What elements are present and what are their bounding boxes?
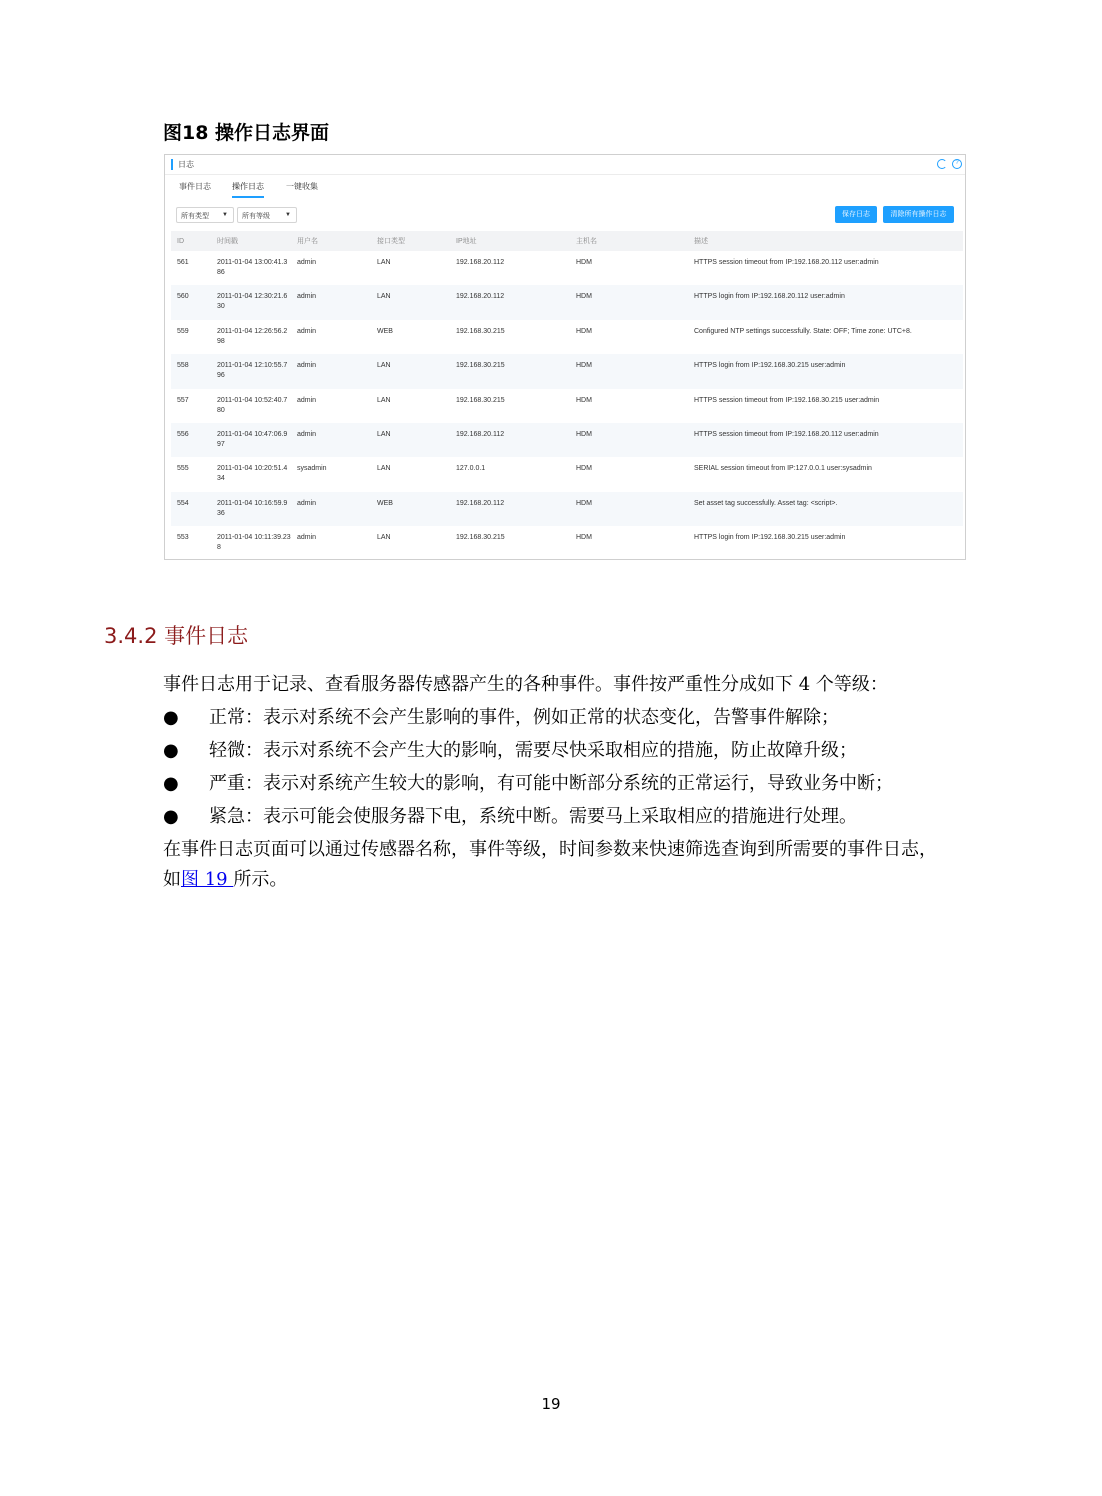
type-filter-select[interactable] bbox=[176, 207, 234, 223]
cell-timestamp: 2011-01-04 13:00:41.386 bbox=[217, 259, 288, 276]
tab-one-click-collect[interactable]: 一键收集 bbox=[286, 182, 318, 191]
table-row[interactable] bbox=[171, 389, 963, 423]
page-number: 19 bbox=[541, 1395, 561, 1413]
cell-ip: 192.168.20.112 bbox=[450, 492, 570, 526]
cell-description: Configured NTP settings successfully. State: OFF; Time zone: UTC+8. bbox=[694, 327, 912, 335]
bullet-icon: ● bbox=[163, 806, 179, 827]
table-row[interactable] bbox=[171, 354, 963, 388]
cell-interface: LAN bbox=[377, 259, 391, 266]
cell-timestamp: 2011-01-04 10:11:39.238 bbox=[217, 534, 291, 552]
cell-username: admin bbox=[291, 423, 371, 457]
cell-interface: LAN bbox=[377, 396, 391, 404]
list-item-text: 正常：表示对系统不会产生影响的事件，例如正常的状态变化，告警事件解除； bbox=[209, 707, 839, 728]
cell-username: admin bbox=[291, 492, 371, 526]
cell-interface: WEB bbox=[371, 492, 450, 526]
header-accent-bar bbox=[171, 159, 173, 170]
cell-interface: LAN bbox=[377, 534, 391, 542]
cell-interface: LAN bbox=[377, 465, 391, 473]
table-row[interactable] bbox=[171, 492, 963, 526]
help-icon[interactable]: ? bbox=[952, 159, 962, 169]
figure-19-link[interactable]: 图 19 bbox=[181, 869, 234, 890]
tab-event-log[interactable]: 事件日志 bbox=[179, 182, 211, 191]
cell-id: 556 bbox=[171, 423, 211, 457]
section-heading: 3.4.2 事件日志 bbox=[104, 624, 249, 648]
table-row[interactable] bbox=[171, 320, 963, 354]
table-row[interactable] bbox=[171, 285, 963, 319]
cell-id: 553 bbox=[177, 534, 189, 542]
cell-timestamp: 2011-01-04 12:10:55.796 bbox=[211, 354, 291, 388]
cell-timestamp: 2011-01-04 12:30:21.630 bbox=[211, 285, 291, 319]
panel-title: 日志 bbox=[178, 160, 194, 169]
cell-id: 559 bbox=[177, 327, 189, 335]
cell-id: 561 bbox=[177, 259, 189, 266]
column-header-host[interactable]: 主机名 bbox=[570, 231, 688, 251]
chevron-down-icon: ▼ bbox=[285, 212, 291, 218]
operation-log-screenshot bbox=[164, 154, 966, 560]
cell-host: HDM bbox=[576, 396, 592, 404]
cell-id: 555 bbox=[177, 465, 189, 473]
table-row[interactable] bbox=[171, 457, 963, 491]
intro-paragraph: 事件日志用于记录、查看服务器传感器产生的各种事件。事件按严重性分成如下 4 个等级： bbox=[163, 674, 888, 695]
cell-description: HTTPS login from IP:192.168.30.215 user:admin bbox=[694, 534, 846, 542]
bullet-icon: ● bbox=[163, 707, 179, 728]
cell-username: sysadmin bbox=[297, 465, 327, 473]
cell-ip: 192.168.20.112 bbox=[450, 423, 570, 457]
operation-log-table bbox=[171, 231, 963, 560]
column-header-timestamp[interactable]: 时间戳 bbox=[211, 231, 291, 251]
table-header-row bbox=[171, 231, 963, 251]
cell-timestamp: 2011-01-04 10:52:40.780 bbox=[217, 396, 288, 414]
cell-interface: LAN bbox=[371, 354, 450, 388]
cell-ip: 192.168.30.215 bbox=[450, 354, 570, 388]
cell-host: HDM bbox=[570, 423, 688, 457]
column-header-id[interactable]: ID bbox=[171, 231, 211, 251]
type-filter-value: 所有类型 bbox=[181, 213, 209, 220]
chevron-down-icon: ▼ bbox=[222, 212, 228, 218]
cell-ip: 192.168.30.215 bbox=[456, 396, 505, 404]
cell-description: HTTPS login from IP:192.168.30.215 user:admin bbox=[688, 354, 963, 388]
cell-host: HDM bbox=[570, 492, 688, 526]
list-item-text: 轻微：表示对系统不会产生大的影响，需要尽快采取相应的措施，防止故障升级； bbox=[209, 740, 857, 761]
list-item-text: 严重：表示对系统产生较大的影响，有可能中断部分系统的正常运行，导致业务中断； bbox=[209, 773, 893, 794]
column-header-description[interactable]: 描述 bbox=[688, 231, 963, 251]
cell-ip: 127.0.0.1 bbox=[456, 465, 486, 473]
cell-ip: 192.168.20.112 bbox=[456, 259, 505, 266]
level-filter-select[interactable] bbox=[237, 207, 297, 223]
cell-interface: LAN bbox=[371, 423, 450, 457]
cell-host: HDM bbox=[576, 259, 592, 266]
cell-description: HTTPS session timeout from IP:192.168.20.112 user:admin bbox=[694, 259, 879, 266]
table-row[interactable] bbox=[171, 423, 963, 457]
cell-username: admin bbox=[297, 259, 317, 266]
cell-host: HDM bbox=[576, 465, 592, 473]
cell-description: HTTPS login from IP:192.168.20.112 user:admin bbox=[688, 285, 963, 319]
bullet-icon: ● bbox=[163, 740, 179, 761]
cell-description: HTTPS session timeout from IP:192.168.20.112 user:admin bbox=[688, 423, 963, 457]
cell-description: SERIAL session timeout from IP:127.0.0.1 user:sysadmin bbox=[694, 465, 872, 473]
cell-description: HTTPS session timeout from IP:192.168.30.215 user:admin bbox=[694, 396, 880, 404]
cell-interface: WEB bbox=[377, 327, 393, 335]
cell-id: 557 bbox=[177, 396, 189, 404]
cell-id: 558 bbox=[171, 354, 211, 388]
cell-username: admin bbox=[297, 534, 317, 542]
cell-username: admin bbox=[291, 354, 371, 388]
outro-paragraph-line2 bbox=[163, 863, 287, 896]
bullet-icon: ● bbox=[163, 773, 179, 794]
cell-host: HDM bbox=[570, 354, 688, 388]
cell-timestamp: 2011-01-04 10:16:59.936 bbox=[211, 492, 291, 526]
table-row[interactable] bbox=[171, 251, 963, 285]
column-header-ip[interactable]: IP地址 bbox=[450, 231, 570, 251]
cell-ip: 192.168.30.215 bbox=[456, 534, 505, 542]
cell-ip: 192.168.30.215 bbox=[456, 327, 505, 335]
table-row[interactable] bbox=[171, 526, 963, 560]
cell-host: HDM bbox=[576, 327, 592, 335]
cell-ip: 192.168.20.112 bbox=[450, 285, 570, 319]
column-header-username[interactable]: 用户名 bbox=[291, 231, 371, 251]
refresh-icon[interactable] bbox=[937, 159, 947, 169]
cell-username: admin bbox=[297, 396, 317, 404]
cell-id: 560 bbox=[171, 285, 211, 319]
cell-id: 554 bbox=[171, 492, 211, 526]
figure-caption: 图18 操作日志界面 bbox=[163, 122, 330, 144]
cell-username: admin bbox=[297, 327, 317, 335]
outro-suffix: 所示。 bbox=[233, 869, 288, 890]
cell-timestamp: 2011-01-04 12:26:56.298 bbox=[217, 327, 288, 345]
cell-host: HDM bbox=[576, 534, 592, 542]
save-log-button[interactable]: 保存日志 bbox=[835, 206, 877, 223]
cell-interface: LAN bbox=[371, 285, 450, 319]
cell-username: admin bbox=[291, 285, 371, 319]
outro-prefix: 如 bbox=[163, 869, 181, 890]
column-header-interface[interactable]: 接口类型 bbox=[371, 231, 450, 251]
cell-description: Set asset tag successfully. Asset tag: <script>. bbox=[688, 492, 963, 526]
panel-header bbox=[165, 155, 965, 175]
clear-all-operation-logs-button[interactable]: 清除所有操作日志 bbox=[883, 206, 954, 223]
outro-paragraph-line1: 在事件日志页面可以通过传感器名称，事件等级，时间参数来快速筛选查询到所需要的事件日志， bbox=[163, 839, 937, 860]
cell-host: HDM bbox=[570, 285, 688, 319]
cell-timestamp: 2011-01-04 10:20:51.434 bbox=[217, 465, 288, 483]
list-item-text: 紧急：表示可能会使服务器下电，系统中断。需要马上采取相应的措施进行处理。 bbox=[209, 806, 857, 827]
tab-operation-log[interactable]: 操作日志 bbox=[232, 181, 264, 198]
level-filter-value: 所有等级 bbox=[242, 213, 270, 220]
cell-timestamp: 2011-01-04 10:47:06.997 bbox=[211, 423, 291, 457]
